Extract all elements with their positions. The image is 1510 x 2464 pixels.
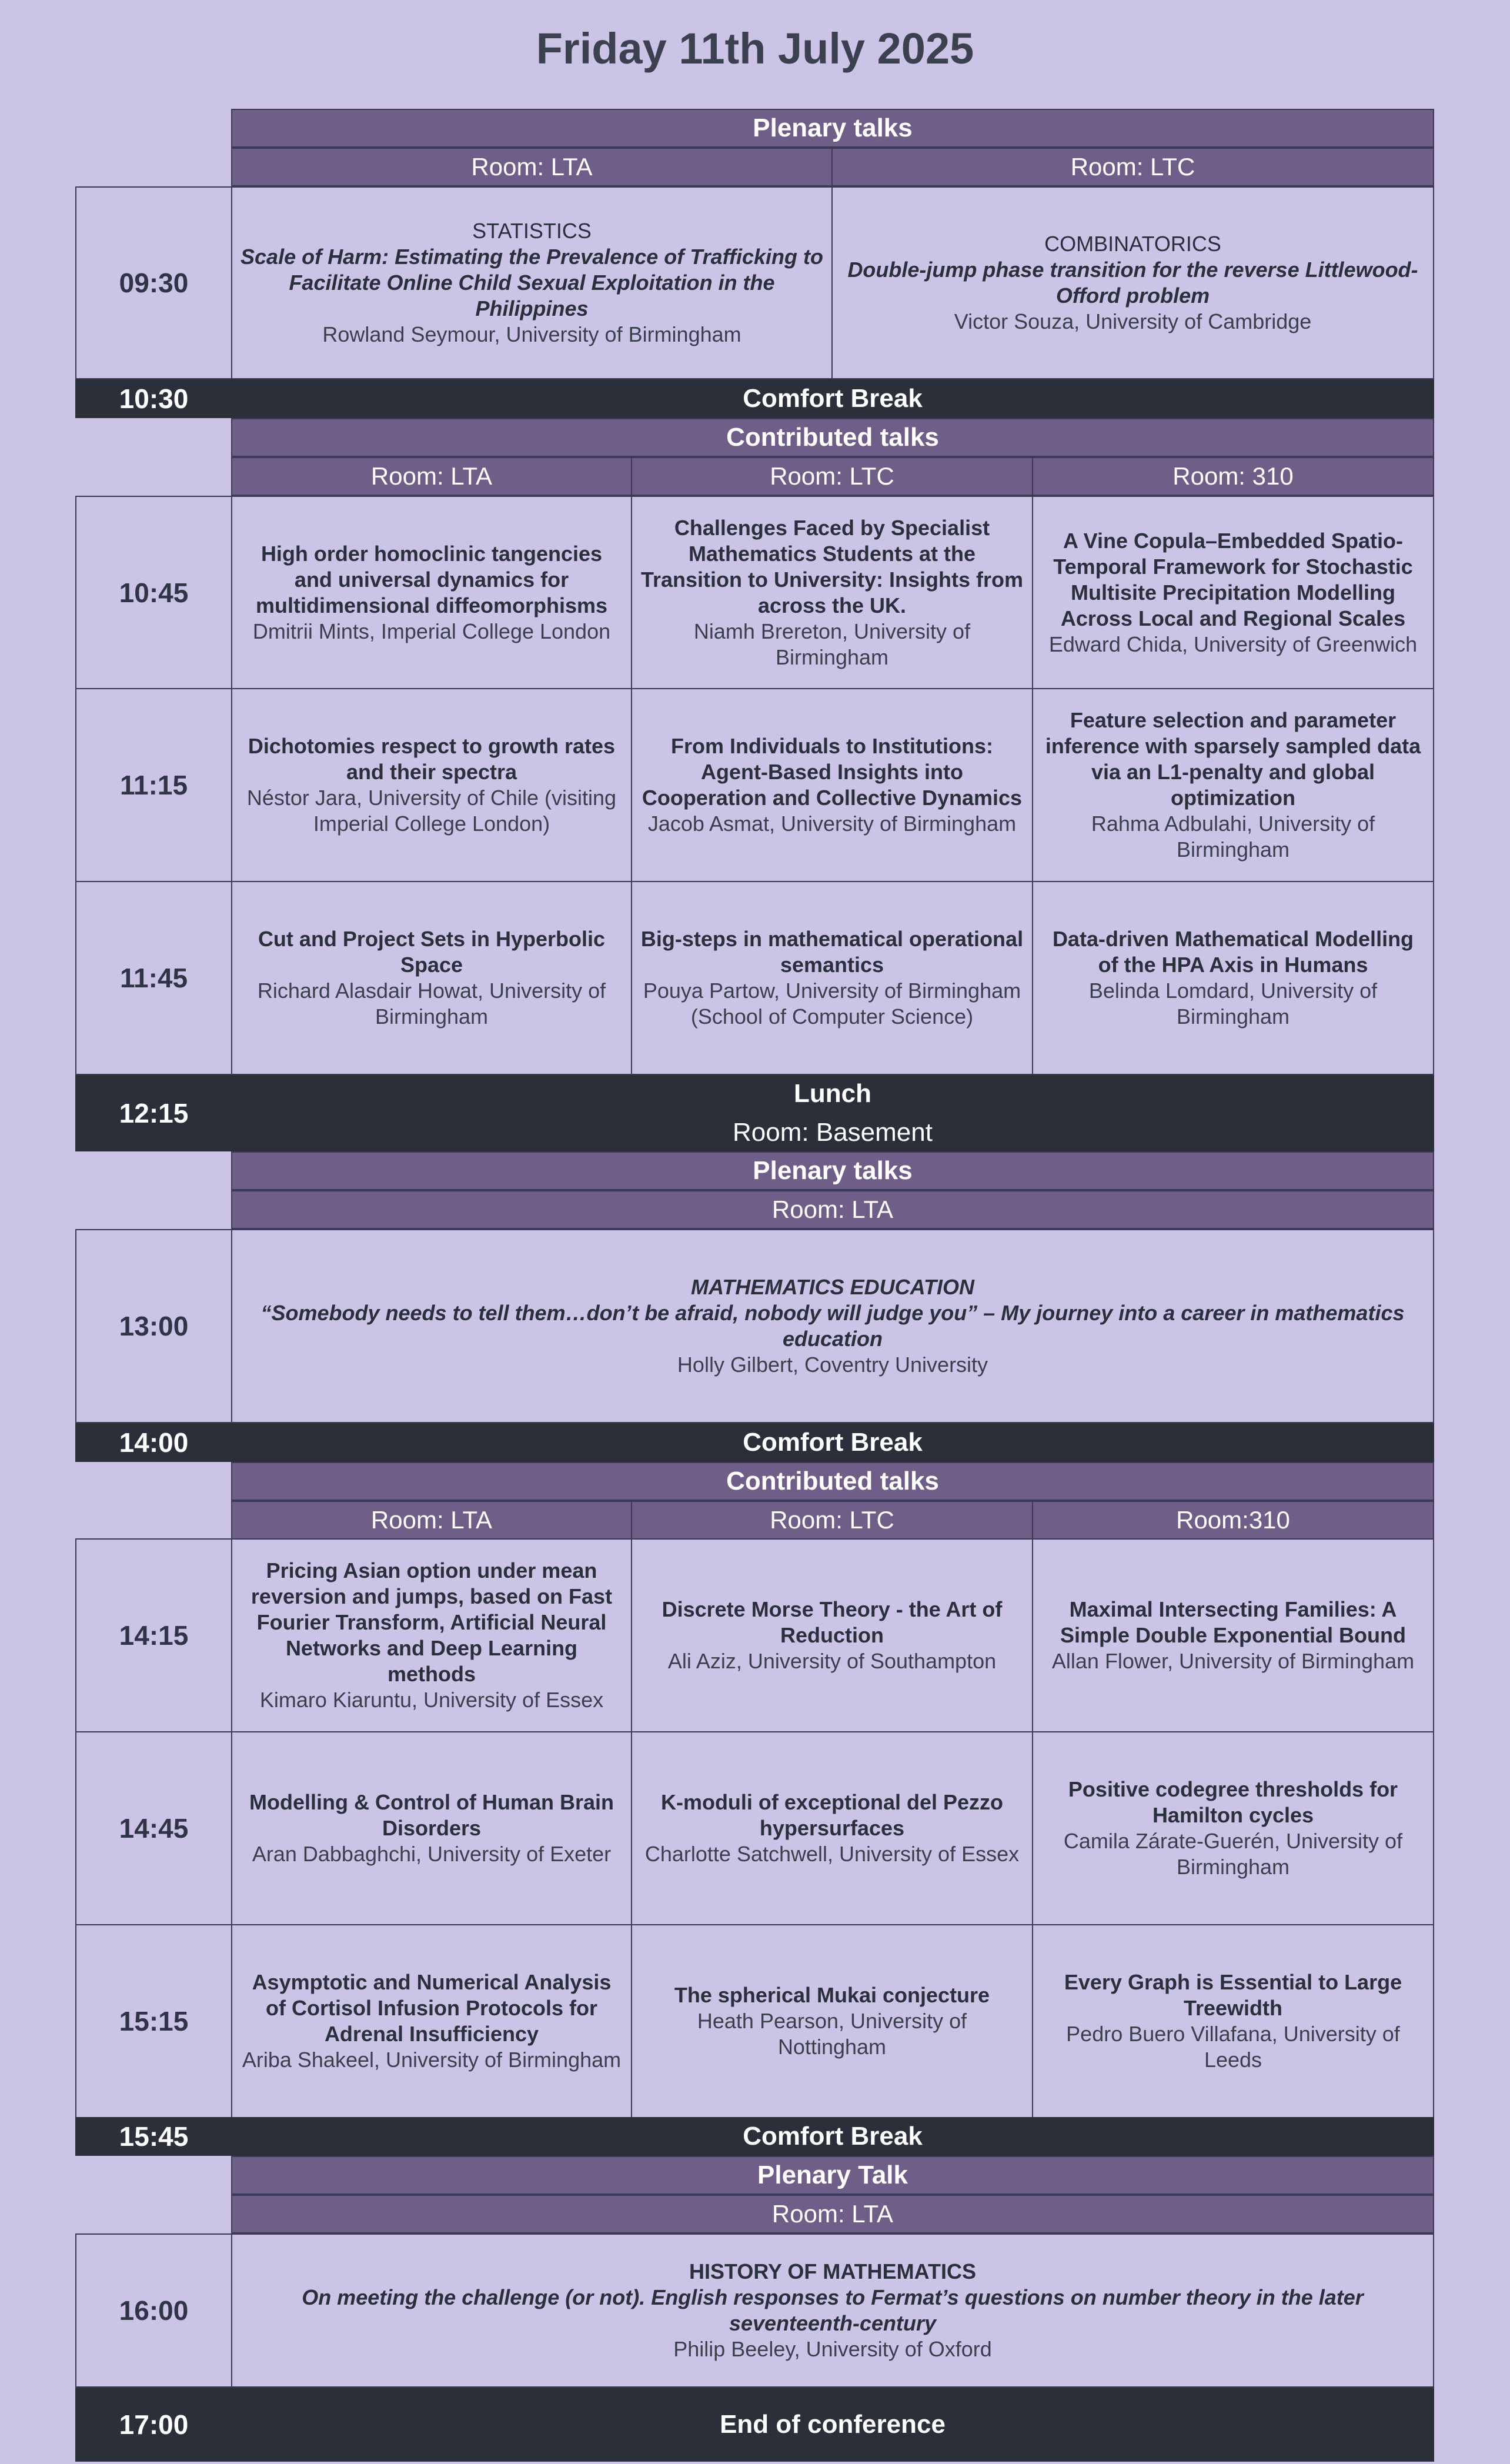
talk-cell [1032,881,1434,1075]
talk-cell [1032,496,1434,689]
time-slot: 11:15 [75,688,232,882]
talk-title: Dichotomies respect to growth rates and their spectra [248,734,616,784]
talk-cell [231,1924,632,2118]
time-slot: 11:45 [75,881,232,1075]
comfort-break-bar: Comfort Break [231,1423,1434,1462]
room-label-lta: Room: LTA [231,148,833,186]
talk-title: The spherical Mukai conjecture [674,1983,990,2007]
talk-speaker: Niamh Brereton, University of Birmingham [693,619,971,669]
time-slot: 13:00 [75,1229,232,1423]
contributed-heading: Contributed talks [231,1462,1434,1501]
room-label-lta: Room: LTA [231,1501,632,1540]
talk-speaker: Rahma Adbulahi, University of Birmingham [1091,812,1375,862]
talk-title: Pricing Asian option under mean reversion and jumps, based on Fast Fourier Transform, Artificial Neural Networks and Deep Learning methods [250,1558,613,1686]
plenary-talk-cell [231,2233,1434,2388]
talk-speaker: Allan Flower, University of Birmingham [1051,1649,1415,1673]
time-slot: 10:45 [75,496,232,689]
talk-cell [1032,1924,1434,2118]
talk-speaker: Belinda Lomdard, University of Birmingham [1088,979,1378,1029]
break-time: 10:30 [75,379,232,418]
comfort-break-bar: Comfort Break [231,379,1434,418]
talk-speaker: Edward Chida, University of Greenwich [1048,632,1418,656]
talk-cell [631,1731,1033,1925]
talk-cell [231,1538,632,1732]
talk-subject: MATHEMATICS EDUCATION [691,1275,974,1299]
talk-cell [231,1731,632,1925]
room-label-lta: Room: LTA [231,1190,1434,1229]
break-time: 14:00 [75,1423,232,1462]
talk-title: Every Graph is Essential to Large Treewidth [1064,1970,1402,2020]
talk-speaker: Camila Zárate-Guerén, University of Birmingham [1063,1829,1403,1879]
talk-title: Discrete Morse Theory - the Art of Reduction [662,1597,1003,1647]
plenary-talk-cell [831,186,1434,379]
lunch-time: 12:15 [75,1075,232,1151]
lunch-room: Room: Basement [733,1118,933,1147]
talk-title: K-moduli of exceptional del Pezzo hypersurfaces [660,1790,1004,1840]
talk-title: From Individuals to Institutions: Agent-Based Insights into Cooperation and Collective Dynamics [642,734,1023,810]
talk-cell [631,1538,1033,1732]
talk-speaker: Aran Dabbaghchi, University of Exeter [252,1842,612,1866]
time-slot: 16:00 [75,2233,232,2388]
room-label-lta: Room: LTA [231,2195,1434,2233]
talk-title: A Vine Copula–Embedded Spatio-Temporal Framework for Stochastic Multisite Precipitation Modelling Across Local and Regional Scales [1053,528,1413,630]
talk-cell [631,496,1033,689]
lunch-label: Lunch [794,1079,871,1108]
plenary-talk-cell [231,1229,1434,1423]
talk-speaker: Philip Beeley, University of Oxford [673,2337,992,2361]
talk-cell [231,496,632,689]
end-of-conference-bar: End of conference [231,2388,1434,2462]
plenary-heading: Plenary Talk [231,2156,1434,2195]
talk-title: Maximal Intersecting Families: A Simple Double Exponential Bound [1060,1597,1407,1647]
talk-speaker: Victor Souza, University of Cambridge [954,309,1312,333]
room-label-310: Room:310 [1032,1501,1434,1540]
plenary-heading: Plenary talks [231,109,1434,148]
comfort-break-bar: Comfort Break [231,2117,1434,2156]
time-slot: 15:15 [75,1924,232,2118]
talk-speaker: Rowland Seymour, University of Birmingham [322,322,741,346]
lunch-bar [231,1075,1434,1151]
talk-title: Data-driven Mathematical Modelling of the HPA Axis in Humans [1052,927,1414,977]
end-time: 17:00 [75,2388,232,2462]
talk-title: Cut and Project Sets in Hyperbolic Space [258,927,606,977]
room-label-ltc: Room: LTC [631,1501,1033,1540]
talk-speaker: Richard Alasdair Howat, University of Birmingham [257,979,606,1029]
plenary-talk-cell [231,186,833,379]
talk-speaker: Ali Aziz, University of Southampton [667,1649,997,1673]
page-title: Friday 11th July 2025 [536,24,974,73]
room-label-310: Room: 310 [1032,457,1434,496]
talk-speaker: Jacob Asmat, University of Birmingham [647,812,1017,836]
room-label-ltc: Room: LTC [631,457,1033,496]
time-slot: 14:45 [75,1731,232,1925]
talk-speaker: Pedro Buero Villafana, University of Leeds [1066,2022,1400,2072]
talk-title: Positive codegree thresholds for Hamilton cycles [1068,1777,1398,1827]
talk-cell [631,1924,1033,2118]
break-time: 15:45 [75,2117,232,2156]
talk-speaker: Kimaro Kiaruntu, University of Essex [259,1688,604,1712]
plenary-heading: Plenary talks [231,1151,1434,1190]
talk-speaker: Ariba Shakeel, University of Birmingham [242,2048,622,2072]
talk-cell [231,881,632,1075]
talk-cell [1032,688,1434,882]
contributed-heading: Contributed talks [231,418,1434,457]
talk-title: Big-steps in mathematical operational semantics [640,927,1024,977]
talk-title: Double-jump phase transition for the reverse Littlewood-Offord problem [847,258,1418,308]
talk-title: Scale of Harm: Estimating the Prevalence of Trafficking to Facilitate Online Child Sexual Exploitation in the Philippines [240,245,823,320]
talk-title: Modelling & Control of Human Brain Disorders [249,1790,614,1840]
talk-speaker: Heath Pearson, University of Nottingham [697,2009,967,2059]
talk-speaker: Dmitrii Mints, Imperial College London [252,619,611,643]
talk-speaker: Néstor Jara, University of Chile (visiting Imperial College London) [246,786,617,836]
talk-title: High order homoclinic tangencies and universal dynamics for multidimensional diffeomorphisms [255,541,608,617]
talk-subject: COMBINATORICS [1044,232,1221,256]
talk-speaker: Holly Gilbert, Coventry University [677,1353,988,1377]
talk-title: On meeting the challenge (or not). English responses to Fermat’s questions on number theory in the later seventeenth-century [302,2285,1364,2335]
talk-cell [231,688,632,882]
time-slot: 14:15 [75,1538,232,1732]
talk-title: Feature selection and parameter inference with sparsely sampled data via an L1-penalty and global optimization [1045,708,1421,810]
room-label-ltc: Room: LTC [831,148,1434,186]
talk-subject: STATISTICS [472,219,592,243]
talk-title: Challenges Faced by Specialist Mathematics Students at the Transition to University: Insights from across the UK. [640,515,1024,617]
talk-speaker: Pouya Partow, University of Birmingham (School of Computer Science) [643,979,1021,1029]
talk-title: “Somebody needs to tell them…don’t be afraid, nobody will judge you” – My journey into a career in mathematics education [260,1301,1405,1351]
talk-cell [1032,1538,1434,1732]
talk-cell [631,688,1033,882]
talk-cell [1032,1731,1434,1925]
talk-speaker: Charlotte Satchwell, University of Essex [644,1842,1020,1866]
talk-title: Asymptotic and Numerical Analysis of Cortisol Infusion Protocols for Adrenal Insufficiency [252,1970,612,2046]
talk-subject: HISTORY OF MATHEMATICS [689,2259,976,2283]
room-label-lta: Room: LTA [231,457,632,496]
time-slot: 09:30 [75,186,232,379]
talk-cell [631,881,1033,1075]
